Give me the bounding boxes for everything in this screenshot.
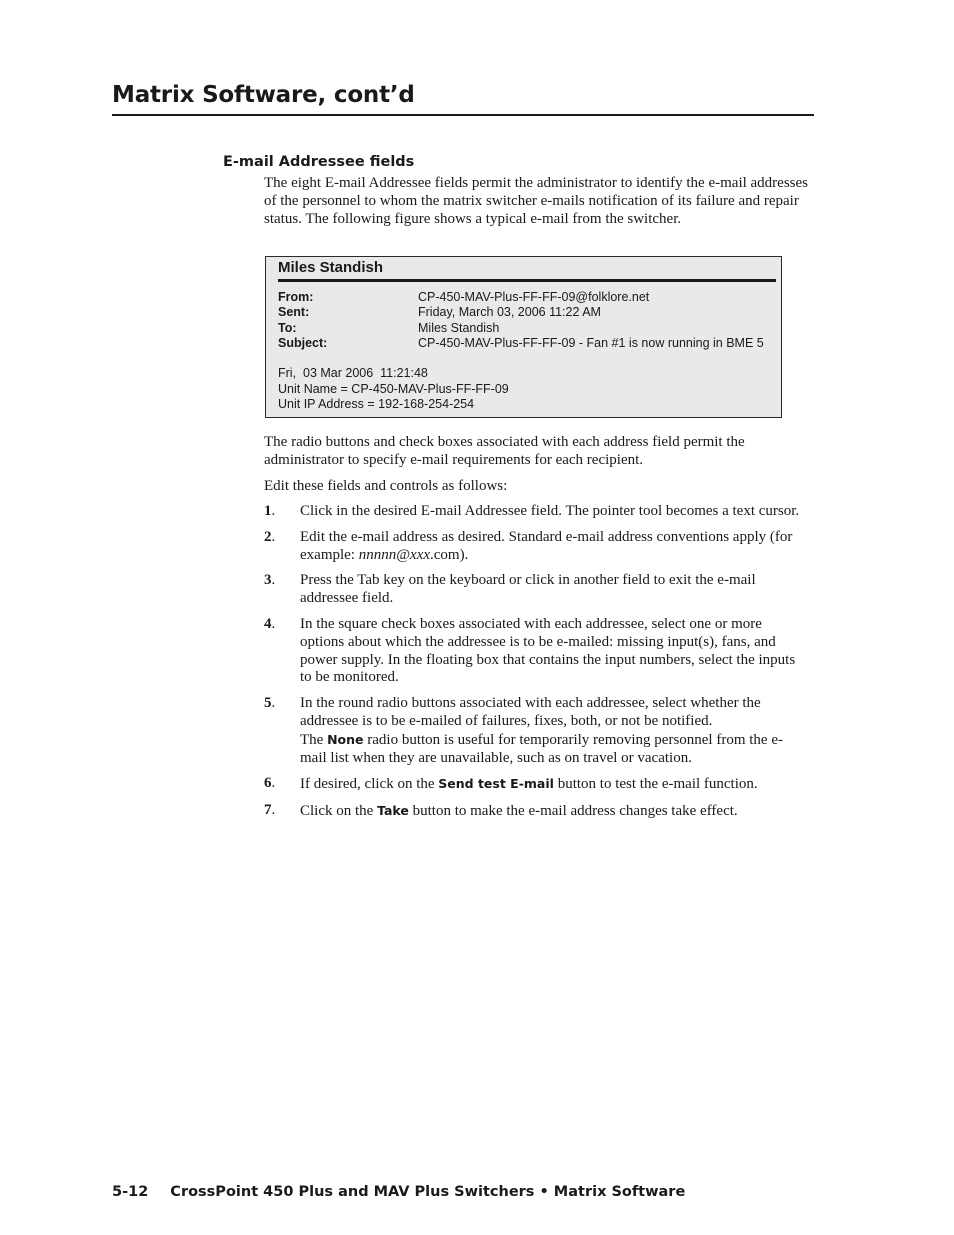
step-text: Click in the desired E-mail Addressee field. The pointer tool becomes a text cursor. xyxy=(300,503,800,519)
example-address: nnnnn@xxx xyxy=(358,546,431,563)
radio-checkbox-paragraph: The radio buttons and check boxes associated with each address field permit the administrator to specify e-mail requirements for each recipient. xyxy=(264,434,745,468)
header-label: To: xyxy=(278,321,297,335)
step-item xyxy=(264,802,809,821)
email-body-line: Fri, 03 Mar 2006 11:21:48 xyxy=(278,366,428,380)
send-test-email-keyword: Send test E-mail xyxy=(438,776,554,792)
edit-intro: Edit these fields and controls as follows: xyxy=(264,478,508,494)
header-label: Subject: xyxy=(278,336,328,350)
header-value: CP-450-MAV-Plus-FF-FF-09 - Fan #1 is now running in BME 5 xyxy=(418,336,764,350)
footer-doc-title: CrossPoint 450 Plus and MAV Plus Switchers • Matrix Software xyxy=(170,1184,686,1200)
page-footer xyxy=(112,1184,685,1200)
step-item xyxy=(264,529,809,565)
step-item xyxy=(264,503,809,521)
page-title: Matrix Software, cont’d xyxy=(112,82,415,108)
step-text: If desired, click on the Send test E-mail button to test the e-mail function. xyxy=(300,776,758,793)
page-number: 5-12 xyxy=(112,1184,149,1200)
step-item xyxy=(264,695,809,767)
email-header-to xyxy=(278,321,499,336)
header-value: CP-450-MAV-Plus-FF-FF-09@folklore.net xyxy=(418,290,650,304)
email-body-line: Unit Name = CP-450-MAV-Plus-FF-FF-09 xyxy=(278,381,509,396)
title-divider xyxy=(112,114,814,116)
header-value: Miles Standish xyxy=(418,321,500,335)
email-body xyxy=(278,366,509,413)
step-text: Press the Tab key on the keyboard or click in another field to exit the e-mail addressee field. xyxy=(300,572,756,607)
none-keyword: None xyxy=(327,731,364,747)
step-number: 7. xyxy=(264,802,276,819)
header-label: Sent: xyxy=(278,305,310,319)
step-text: Edit the e-mail address as desired. Standard e-mail address conventions apply (for example: nnnnn@xxx.com). xyxy=(300,528,793,563)
step-number: 6. xyxy=(264,775,276,792)
email-body-line: Unit IP Address = 192-168-254-254 xyxy=(278,397,475,412)
email-header-subject xyxy=(278,336,764,351)
step-text: Click on the Take button to make the e-mail address changes take effect. xyxy=(300,803,738,820)
step-number: 5. xyxy=(264,695,276,712)
email-header-from xyxy=(278,290,649,305)
take-keyword: Take xyxy=(377,803,409,819)
email-sender: Miles Standish xyxy=(278,259,384,276)
email-figure xyxy=(265,256,782,418)
step-text-continued: The None radio button is useful for temporarily removing personnel from the e-mail list when they are unavailable, such as on travel or vacation. xyxy=(300,731,783,766)
step-number: 1. xyxy=(264,503,276,519)
step-number: 2. xyxy=(264,528,276,545)
steps-list xyxy=(264,503,809,829)
step-item xyxy=(264,775,809,794)
section-heading: E-mail Addressee fields xyxy=(223,154,415,170)
step-text: In the round radio buttons associated with each addressee, select whether the addressee is to be e-mailed of failures, fixes, both, or not be notified. xyxy=(300,695,761,729)
header-value: Friday, March 03, 2006 11:22 AM xyxy=(418,305,601,319)
email-header-sent xyxy=(278,305,601,320)
email-header-divider xyxy=(278,279,776,282)
intro-paragraph: The eight E-mail Addressee fields permit the administrator to identify the e-mail addresses of the personnel to whom the matrix switcher e-mails notification of its failure and repair status. The following figure shows a typical e-mail from the switcher. xyxy=(264,175,809,227)
step-item xyxy=(264,572,809,608)
step-number: 3. xyxy=(264,572,276,589)
header-label: From: xyxy=(278,290,314,304)
step-item xyxy=(264,616,809,687)
step-text: In the square check boxes associated with each addressee, select one or more options about which the addressee is to be e-mailed: missing input(s), fans, and power supply. In the floating box that contains the input numbers, select the inputs to be monitored. xyxy=(300,615,796,686)
step-number: 4. xyxy=(264,615,276,632)
